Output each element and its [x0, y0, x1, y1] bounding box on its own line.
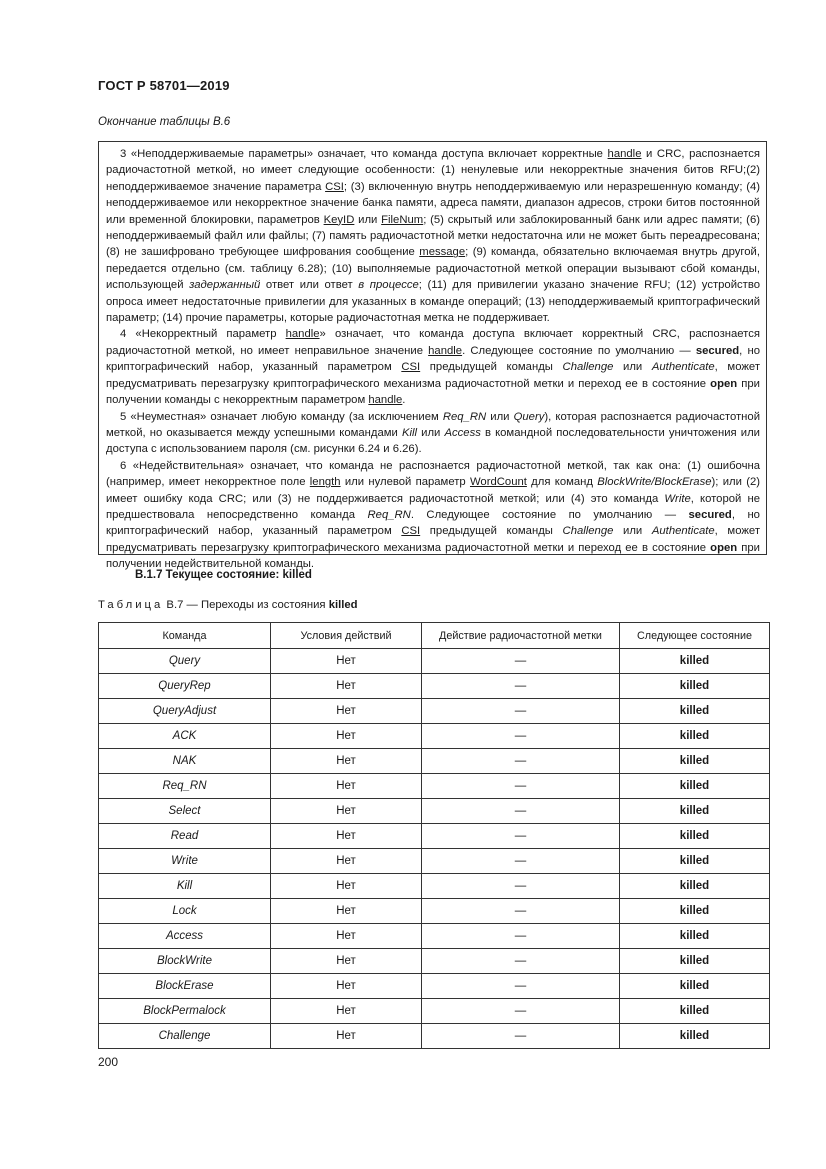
section-heading: В.1.7 Текущее состояние: killed	[135, 569, 312, 581]
note-text-segment: ; (11) для привилегии указано значение RFU; (12) устройство опроса имеет недостаточные привилегии для указанных в команде операций; (13) неподдерживаемый криптографический параметр; (14) прочие параметры, которые радиочастотная метка не поддерживает.	[106, 279, 761, 325]
cell-conditions: Нет	[271, 699, 422, 724]
note-text-segment: Kill	[401, 426, 418, 439]
cell-next-state: killed	[620, 649, 770, 674]
cell-conditions: Нет	[271, 849, 422, 874]
cell-next-state: killed	[620, 724, 770, 749]
cell-next-state: killed	[620, 674, 770, 699]
cell-conditions: Нет	[271, 799, 422, 824]
cell-tag-action: —	[422, 674, 620, 699]
note-text-segment: handle	[285, 328, 320, 341]
table-body	[99, 649, 770, 1049]
note-text-segment: secured	[695, 344, 740, 357]
cell-next-state: killed	[620, 999, 770, 1024]
table-row	[99, 799, 770, 824]
note-text-segment: CSI	[401, 525, 421, 538]
note-text-segment: для команд	[526, 476, 598, 489]
note-text-segment: , но криптографический набор, указанный параметром	[106, 344, 760, 374]
note-text-segment: , но криптографический набор, указанный параметром	[106, 508, 760, 538]
note-text-segment: open	[710, 541, 738, 554]
note-text-segment: CSI	[401, 361, 421, 374]
cell-tag-action: —	[422, 924, 620, 949]
table-row	[99, 649, 770, 674]
note-text-segment: , может предусматривать перезагрузку криптографического механизма радиочастотной метки и переход ее в состояние	[106, 361, 760, 390]
note-text-segment: ); или (2) имеет ошибку кода CRC; или (3) не поддерживается радиочастотной меткой; или (4) это команда	[106, 476, 760, 505]
note-text-segment: Challenge	[562, 525, 614, 538]
note-text-segment: Access	[444, 426, 481, 439]
cell-command: Kill	[99, 874, 271, 899]
cell-conditions: Нет	[271, 974, 422, 999]
note-text-segment: 6 «Недействительная» означает, что команда не распознается радиочастотной меткой, так как она: (1) ошибочна (например, имеет некорректное поле	[106, 459, 760, 489]
note-text-segment: , которой не предшествовала непосредственно команда	[106, 492, 760, 521]
cell-command: BlockPermalock	[99, 999, 271, 1024]
note-text-segment: , может предусматривать перезагрузку криптографического механизма радиочастотной метки и переход ее в состояние	[106, 525, 760, 554]
note-text-segment: message	[419, 246, 466, 259]
cell-command: Read	[99, 824, 271, 849]
cell-command: Lock	[99, 899, 271, 924]
document-standard-header: ГОСТ Р 58701—2019	[98, 78, 230, 93]
cell-command: Challenge	[99, 1024, 271, 1049]
cell-command: BlockWrite	[99, 949, 271, 974]
note-text-segment: в процессе	[358, 279, 419, 292]
table-row	[99, 699, 770, 724]
note-5	[106, 409, 760, 458]
cell-next-state: killed	[620, 749, 770, 774]
table-row	[99, 899, 770, 924]
cell-conditions: Нет	[271, 749, 422, 774]
table-row	[99, 999, 770, 1024]
cell-command: Select	[99, 799, 271, 824]
cell-tag-action: —	[422, 649, 620, 674]
cell-command: Write	[99, 849, 271, 874]
table-row	[99, 949, 770, 974]
note-text-segment: KeyID	[323, 213, 355, 226]
cell-command: Req_RN	[99, 774, 271, 799]
note-text-segment: или	[613, 525, 652, 538]
table-row	[99, 849, 770, 874]
note-text-segment: или	[486, 410, 514, 423]
note-text-segment: предыдущей команды	[420, 525, 563, 538]
cell-conditions: Нет	[271, 774, 422, 799]
note-6	[106, 458, 760, 573]
cell-tag-action: —	[422, 824, 620, 849]
transitions-table	[98, 622, 770, 1049]
note-text-segment: ответ или ответ	[260, 279, 359, 292]
note-text-segment: или	[354, 213, 382, 226]
cell-conditions: Нет	[271, 1024, 422, 1049]
cell-conditions: Нет	[271, 674, 422, 699]
note-text-segment: handle	[368, 394, 403, 407]
cell-tag-action: —	[422, 874, 620, 899]
cell-command: BlockErase	[99, 974, 271, 999]
table-row	[99, 974, 770, 999]
cell-tag-action: —	[422, 699, 620, 724]
cell-next-state: killed	[620, 899, 770, 924]
note-text-segment: 5 «Неуместная» означает любую команду (за исключением	[120, 410, 443, 423]
note-text-segment: 4 «Некорректный параметр	[120, 328, 286, 341]
note-3	[106, 146, 760, 326]
note-text-segment: Authenticate	[651, 361, 715, 374]
cell-conditions: Нет	[271, 824, 422, 849]
note-text-segment: .	[402, 394, 406, 407]
cell-command: QueryRep	[99, 674, 271, 699]
cell-conditions: Нет	[271, 949, 422, 974]
header-conditions: Условия действий	[271, 623, 422, 649]
table-row	[99, 874, 770, 899]
note-text-segment: Req_RN	[442, 410, 487, 423]
note-text-segment: при получении недействительной команды.	[106, 541, 760, 571]
cell-next-state: killed	[620, 774, 770, 799]
note-text-segment: 3 «Неподдерживаемые параметры» означает, что команда доступа включает корректные	[120, 148, 608, 160]
header-tag-action: Действие радиочастотной метки	[422, 623, 620, 649]
cell-tag-action: —	[422, 749, 620, 774]
note-text-segment: и CRC, распознается радиочастотной меткой, но имеет следующие особенности: (1) ненулевые или некорректные значения битов RFU;(2) неподдерживаемое значение параметра	[106, 148, 761, 193]
note-text-segment: BlockWrite/BlockErase	[597, 476, 712, 489]
cell-next-state: killed	[620, 849, 770, 874]
cell-conditions: Нет	[271, 649, 422, 674]
cell-conditions: Нет	[271, 724, 422, 749]
cell-next-state: killed	[620, 924, 770, 949]
table-header-row	[99, 623, 770, 649]
cell-conditions: Нет	[271, 899, 422, 924]
table-caption	[98, 599, 358, 611]
cell-next-state: killed	[620, 824, 770, 849]
note-text-segment: Write	[664, 492, 691, 505]
cell-tag-action: —	[422, 899, 620, 924]
cell-next-state: killed	[620, 799, 770, 824]
cell-next-state: killed	[620, 949, 770, 974]
note-text-segment: задержанный	[189, 279, 261, 292]
note-text-segment: или	[417, 426, 445, 439]
note-text-segment: CSI	[325, 180, 344, 193]
cell-next-state: killed	[620, 699, 770, 724]
note-text-segment: handle	[607, 148, 642, 160]
cell-command: Access	[99, 924, 271, 949]
note-text-segment: Authenticate	[651, 525, 715, 538]
cell-conditions: Нет	[271, 924, 422, 949]
cell-next-state: killed	[620, 974, 770, 999]
note-text-segment: secured	[688, 508, 732, 521]
table-row	[99, 774, 770, 799]
note-text-segment: в командной последовательности уничтожения или доступа с использованием пароля (см. рисунки 6.24 и 6.26).	[106, 426, 760, 456]
cell-command: NAK	[99, 749, 271, 774]
cell-tag-action: —	[422, 799, 620, 824]
cell-tag-action: —	[422, 1024, 620, 1049]
note-text-segment: open	[710, 377, 738, 390]
note-text-segment: предыдущей команды	[420, 361, 563, 374]
note-text-segment: или нулевой параметр	[340, 476, 470, 489]
cell-tag-action: —	[422, 999, 620, 1024]
note-4	[106, 326, 760, 408]
cell-next-state: killed	[620, 874, 770, 899]
table-row	[99, 749, 770, 774]
note-text-segment: handle	[428, 344, 463, 357]
note-text-segment: . Следующее состояние по умолчанию —	[410, 508, 689, 521]
cell-tag-action: —	[422, 849, 620, 874]
table-row	[99, 724, 770, 749]
cell-tag-action: —	[422, 949, 620, 974]
table-caption-prefix: Таблица	[98, 599, 164, 611]
cell-command: Query	[99, 649, 271, 674]
cell-conditions: Нет	[271, 999, 422, 1024]
note-text-segment: Req_RN	[367, 508, 411, 521]
note-text-segment: length	[309, 476, 341, 489]
note-text-segment: или	[613, 361, 652, 374]
note-text-segment: ; (3) включенную внутрь неподдерживаемую или неразрешенную команду; (4) неподдерживаемое или некорректное значение банка памяти, адреса памяти, диапазон адресов, строки битов постоянной или временной блокировки, параметров	[106, 180, 760, 226]
note-text-segment: » означает, что команда доступа включает корректный CRC, распознается радиочастотной меткой, но имеет неправильное значение	[106, 328, 760, 357]
note-text-segment: ; (5) скрытый или заблокированный банк или адрес памяти; (6) неподдерживаемый файл или файлы; (7) память радиочастотной метки недостаточна или не может быть переадресована; (8) не зашифровано требующее шифрования сообщение	[106, 213, 760, 259]
cell-next-state: killed	[620, 1024, 770, 1049]
cell-conditions: Нет	[271, 874, 422, 899]
note-text-segment: WordCount	[469, 476, 527, 489]
note-text-segment: при получении команды с некорректным параметром	[106, 377, 760, 407]
page-number: 200	[98, 1055, 119, 1069]
header-command: Команда	[99, 623, 271, 649]
note-text-segment: . Следующее состояние по умолчанию —	[462, 344, 696, 357]
cell-tag-action: —	[422, 724, 620, 749]
cell-command: ACK	[99, 724, 271, 749]
note-text-segment: FileNum	[381, 213, 424, 226]
cell-tag-action: —	[422, 774, 620, 799]
table-row	[99, 1024, 770, 1049]
note-text-segment: ; (9) команда, обязательно включаемая внутрь другой, передается отдельно (см. таблицу 6.28); (10) выполняемые радиочастотной меткой операции вызывают сбой команды, использующей	[106, 246, 760, 292]
table-caption-state: killed	[328, 599, 358, 611]
table-row	[99, 924, 770, 949]
note-text-segment: Query	[513, 410, 545, 423]
note-text-segment: Challenge	[562, 361, 614, 374]
table-row	[99, 674, 770, 699]
cell-tag-action: —	[422, 974, 620, 999]
header-next-state: Следующее состояние	[620, 623, 770, 649]
table-notes-box	[98, 141, 767, 571]
table-row	[99, 824, 770, 849]
note-text-segment: ), которая распознается радиочастотной меткой, но оказывается между успешными командами	[106, 410, 760, 439]
table-caption-text: В.7 — Переходы из состояния	[163, 599, 329, 611]
cell-command: QueryAdjust	[99, 699, 271, 724]
table-continuation-caption: Окончание таблицы В.6	[98, 116, 231, 128]
